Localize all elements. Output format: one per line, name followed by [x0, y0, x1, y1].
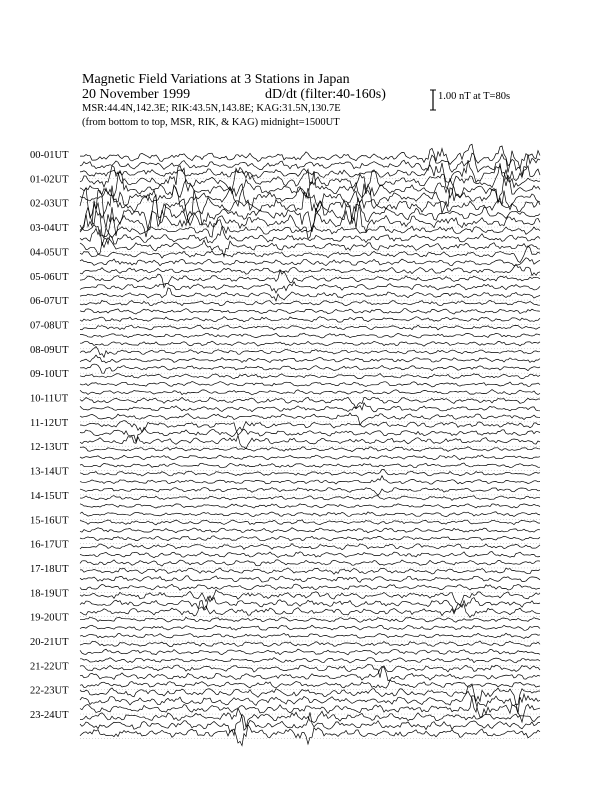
- trace-RIK: [80, 649, 540, 655]
- trace-KAG: [80, 246, 540, 263]
- trace-MSR: [80, 364, 540, 373]
- trace-KAG: [80, 397, 540, 408]
- hour-row-06-07UT: [30, 296, 540, 324]
- hour-row-05-06UT: [30, 271, 540, 301]
- hour-label: 15-16UT: [30, 515, 69, 527]
- trace-RIK: [80, 712, 540, 735]
- hour-label: 20-21UT: [30, 637, 69, 648]
- trace-MSR: [80, 341, 540, 346]
- station-order-note: (from bottom to top, MSR, RIK, & KAG) midnight=1500UT: [82, 117, 340, 128]
- trace-MSR: [80, 536, 540, 541]
- hour-row-14-15UT: [30, 491, 540, 519]
- trace-RIK: [80, 282, 540, 293]
- hour-row-11-12UT: [30, 418, 540, 449]
- hour-row-00-01UT: [30, 144, 540, 182]
- trace-RIK: [80, 382, 540, 387]
- hour-label: 22-23UT: [30, 685, 69, 697]
- trace-MSR: [80, 390, 540, 395]
- trace-MSR: [80, 488, 540, 496]
- hour-row-20-21UT: [30, 637, 540, 665]
- trace-RIK: [80, 596, 540, 612]
- trace-RIK: [80, 309, 540, 315]
- trace-MSR: [80, 601, 540, 618]
- hour-label: 07-08UT: [30, 320, 69, 332]
- hour-row-09-10UT: [30, 369, 540, 397]
- trace-MSR: [80, 680, 540, 688]
- trace-KAG: [80, 617, 540, 622]
- trace-MSR: [80, 633, 540, 638]
- hour-label: 04-05UT: [30, 247, 69, 259]
- hour-label: 19-20UT: [30, 612, 69, 624]
- hour-label: 14-15UT: [30, 490, 69, 502]
- trace-KAG: [80, 568, 540, 574]
- trace-RIK: [80, 476, 540, 484]
- trace-RIK: [80, 333, 540, 338]
- trace-MSR: [80, 560, 540, 566]
- hour-label: 16-17UT: [30, 539, 69, 551]
- station-coordinates: MSR:44.4N,142.3E; RIK:43.5N,143.8E; KAG:31.5N,130.7E: [82, 103, 341, 114]
- hour-row-12-13UT: [30, 442, 540, 470]
- trace-MSR: [80, 317, 540, 323]
- trace-RIK: [80, 258, 540, 266]
- hour-label: 13-14UT: [30, 466, 69, 478]
- trace-RIK: [80, 576, 540, 582]
- hour-label: 00-01UT: [30, 150, 69, 161]
- trace-KAG: [80, 520, 540, 525]
- hour-label: 01-02UT: [30, 174, 69, 186]
- hour-row-15-16UT: [30, 515, 540, 543]
- trace-KAG: [80, 271, 540, 288]
- trace-KAG: [80, 374, 540, 379]
- hour-label: 02-03UT: [30, 198, 69, 210]
- hour-label: 06-07UT: [30, 296, 69, 308]
- trace-RIK: [80, 355, 540, 363]
- trace-KAG: [80, 300, 540, 305]
- hour-row-21-22UT: [30, 661, 540, 689]
- trace-MSR: [80, 201, 540, 239]
- hour-label: 23-24UT: [30, 710, 69, 722]
- trace-RIK: [80, 427, 540, 442]
- trace-RIK: [80, 455, 540, 460]
- trace-KAG: [80, 163, 540, 198]
- chart-component: dD/dt (filter:40-160s): [265, 87, 386, 102]
- hour-label: 12-13UT: [30, 442, 69, 454]
- trace-RIK: [80, 170, 540, 206]
- chart-date: 20 November 1999: [82, 87, 191, 102]
- trace-KAG: [80, 544, 540, 550]
- hour-label: 09-10UT: [30, 369, 69, 381]
- trace-KAG: [80, 708, 540, 730]
- trace-KAG: [80, 641, 540, 647]
- trace-RIK: [80, 504, 540, 508]
- hour-row-08-09UT: [30, 345, 540, 374]
- hour-row-18-19UT: [30, 588, 540, 617]
- hour-label: 08-09UT: [30, 344, 69, 356]
- hour-label: 10-11UT: [30, 393, 69, 405]
- trace-MSR: [80, 512, 540, 517]
- hour-label: 03-04UT: [30, 223, 69, 235]
- trace-RIK: [80, 552, 540, 558]
- trace-KAG: [80, 496, 540, 501]
- trace-MSR: [80, 658, 540, 663]
- hour-label: 21-22UT: [30, 661, 69, 673]
- trace-MSR: [80, 463, 540, 468]
- hour-row-19-20UT: [30, 613, 540, 641]
- trace-KAG: [80, 447, 540, 452]
- trace-RIK: [80, 625, 540, 630]
- hour-row-04-05UT: [30, 246, 540, 276]
- trace-KAG: [80, 347, 540, 358]
- hour-row-16-17UT: [30, 540, 540, 568]
- trace-MSR: [80, 288, 540, 301]
- trace-RIK: [80, 528, 540, 533]
- trace-MSR: [80, 435, 540, 448]
- trace-RIK: [80, 403, 540, 412]
- hour-row-10-11UT: [30, 394, 540, 426]
- trace-MSR: [80, 264, 540, 275]
- hour-label: 11-12UT: [30, 417, 69, 429]
- chart-title: Magnetic Field Variations at 3 Stations in Japan: [82, 72, 350, 87]
- hour-row-07-08UT: [30, 320, 540, 348]
- hour-label: 05-06UT: [30, 271, 69, 283]
- scale-label: 1.00 nT at T=80s: [438, 91, 511, 102]
- hour-label: 17-18UT: [30, 563, 69, 575]
- trace-KAG: [80, 325, 540, 330]
- trace-MSR: [80, 584, 540, 590]
- hour-row-13-14UT: [30, 467, 540, 496]
- hour-row-17-18UT: [30, 564, 540, 592]
- hour-label: 18-19UT: [30, 588, 69, 600]
- trace-MSR: [80, 725, 540, 746]
